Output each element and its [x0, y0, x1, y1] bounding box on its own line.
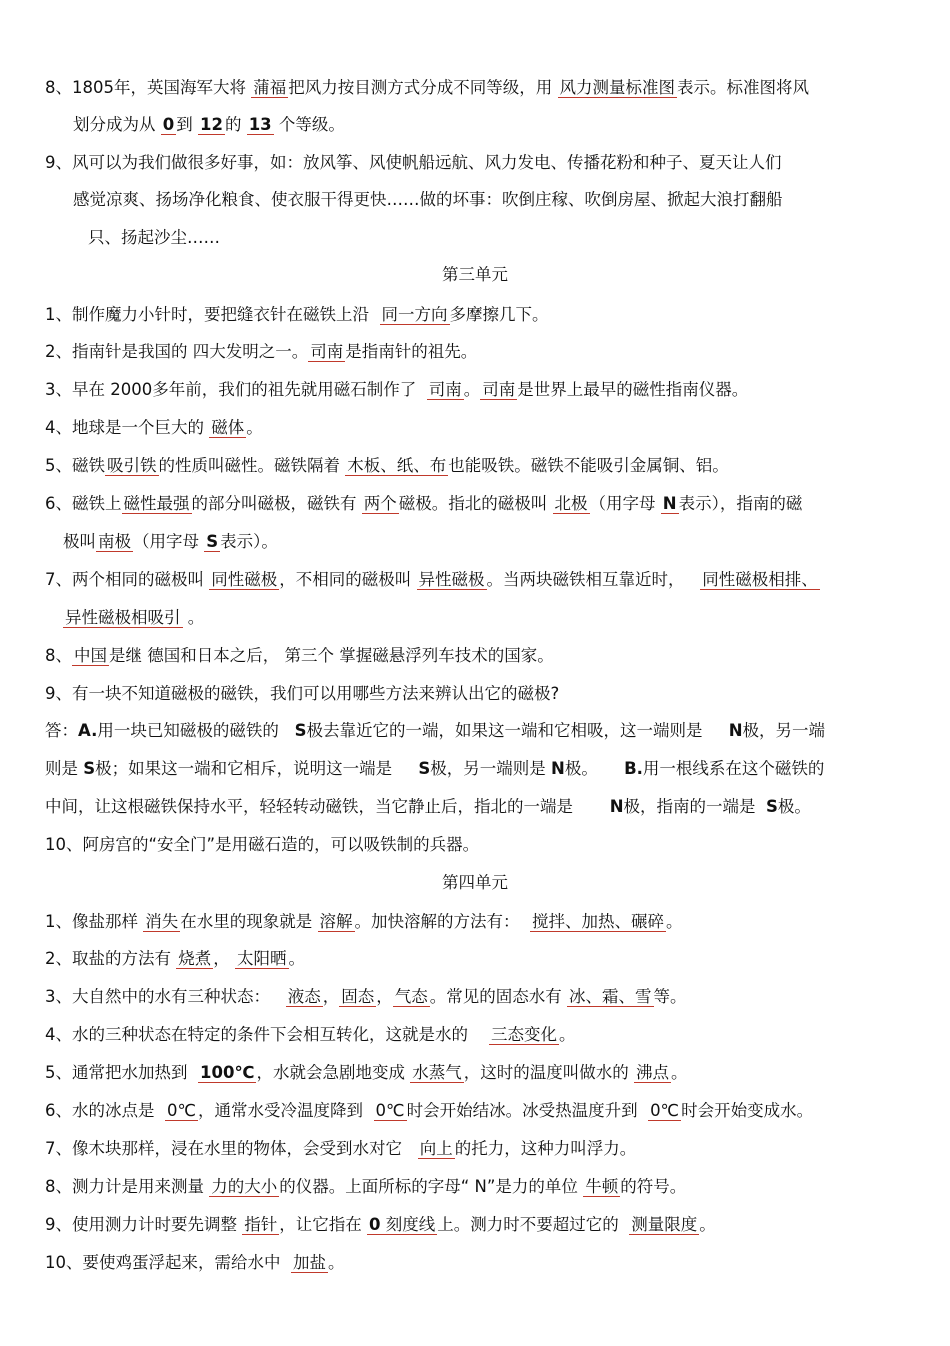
text: 极去靠近它的一端，如果这一端和它相吸，这一端则是	[306, 721, 703, 740]
item-number: 9、	[45, 1215, 72, 1234]
text: 表示），指南的磁	[678, 494, 803, 513]
text: ，这时的温度叫做水的	[463, 1063, 629, 1082]
item-9-line-1	[45, 153, 782, 173]
text: 大自然中的水有三种状态：	[72, 987, 270, 1006]
text: 到	[176, 115, 193, 134]
method-label: B.	[624, 759, 643, 778]
unit4-item-1	[45, 912, 683, 932]
answer-blank: 搅拌、加热、碾碎	[532, 912, 664, 931]
text: 1805年，英国海军大将	[72, 78, 246, 97]
item-number: 7、	[45, 1139, 72, 1158]
pole-letter: S	[83, 759, 96, 778]
text: （用字母	[589, 494, 656, 513]
unit4-item-6	[45, 1101, 813, 1121]
answer-blank: 力的大小	[211, 1177, 278, 1196]
text: 地球是一个巨大的	[72, 418, 204, 437]
text: 也能吸铁。磁铁不能吸引金属铜、铝。	[448, 456, 729, 475]
text: 时会开始变成水。	[681, 1101, 814, 1120]
answer-blank: 司南	[482, 380, 516, 399]
item-number: 10、	[45, 1253, 83, 1272]
answer-blank: 12	[199, 115, 223, 134]
answer-blank: 磁体	[211, 418, 245, 437]
answer-blank: 0	[162, 115, 175, 134]
answer-blank: 冰、霜、雪	[569, 987, 652, 1006]
answer-line-2	[45, 759, 824, 779]
answer-blank: 消失	[145, 912, 179, 931]
text: 用一块已知磁极的磁铁的	[97, 721, 279, 740]
item-number: 8、	[45, 78, 72, 97]
item-number: 8、	[45, 646, 72, 665]
answer-blank: 测量限度	[631, 1215, 698, 1234]
item-number: 6、	[45, 1101, 72, 1120]
answer-blank: 三态变化	[490, 1025, 557, 1044]
unit4-item-9	[45, 1215, 716, 1235]
answer-blank: 北极	[554, 494, 588, 513]
text: 使用测力计时要先调整	[72, 1215, 237, 1234]
text: 中间，让这根磁铁保持水平，轻轻转动磁铁，当它静止后，指北的一端是	[45, 797, 573, 816]
answer-text: 四大发明之一	[192, 342, 292, 361]
answer-blank: N	[662, 494, 677, 513]
text: 表示。标准图将风	[677, 78, 809, 97]
text: 的部分叫磁极，磁铁有	[191, 494, 357, 513]
text: 。	[187, 608, 205, 627]
text: 取盐的方法有	[72, 949, 171, 968]
text: 制作魔力小针时，要把缝衣针在磁铁上沿	[72, 305, 369, 324]
text: 等。	[653, 987, 687, 1006]
text: ，不相同的磁极叫	[279, 570, 412, 589]
text: 划分成为从	[73, 115, 156, 134]
text: 阿房宫的“安全门”是用磁石造的，可以吸铁制的兵器。	[82, 835, 480, 854]
text: 测力计是用来测量	[72, 1177, 204, 1196]
item-number: 5、	[45, 456, 72, 475]
text: 个等级。	[278, 115, 345, 134]
item-number: 2、	[45, 949, 72, 968]
unit3-item-4	[45, 418, 263, 438]
text: 的托力，这种力叫浮力。	[454, 1139, 637, 1158]
text: 。当两块磁铁相互靠近时，	[486, 570, 685, 589]
text: 把风力按目测方式分成不同等级，用	[288, 78, 553, 97]
answer-blank: S	[206, 532, 219, 551]
answer-blank: 0℃	[167, 1101, 197, 1120]
answer-label: 答：	[45, 721, 78, 740]
pole-letter: N	[728, 721, 743, 740]
text: 极；如果这一端和它相斥，说明这一端是	[95, 759, 393, 778]
text: 指南针是我国的	[72, 342, 188, 361]
text: 。	[558, 1025, 576, 1044]
answer-blank: 司南	[310, 342, 344, 361]
item-number: 4、	[45, 1025, 72, 1044]
text: 水的冰点是	[72, 1101, 155, 1120]
answer-blank: 同性磁极相排、	[702, 570, 818, 589]
text: 。	[666, 912, 683, 931]
answer-blank: 司南	[428, 380, 462, 399]
item-number: 1、	[45, 305, 72, 324]
pole-letter: N	[551, 759, 565, 778]
answer-blank: 沸点	[635, 1063, 669, 1082]
text: 磁极。指北的磁极叫	[398, 494, 548, 513]
answer-blank: 液态	[287, 987, 321, 1006]
item-number: 1、	[45, 912, 72, 931]
text: 。	[246, 418, 263, 437]
text: ，	[213, 949, 230, 968]
answer-blank: 0℃	[650, 1101, 680, 1120]
answer-blank: 100℃	[200, 1063, 255, 1082]
answer-blank: 异性磁极相吸引	[65, 608, 181, 627]
text: 的符号。	[620, 1177, 687, 1196]
item-number: 5、	[45, 1063, 72, 1082]
text: 用一根线系在这个磁铁的	[642, 759, 825, 778]
answer-blank: 加盐	[293, 1253, 326, 1272]
text: 。	[291, 342, 309, 361]
text: 极，另一端则是	[430, 759, 546, 778]
text: ，让它指在	[279, 1215, 362, 1234]
text: 。	[670, 1063, 688, 1082]
answer-blank: 气态	[394, 987, 428, 1006]
answer-blank: 溶解	[319, 912, 353, 931]
unit4-item-8	[45, 1177, 686, 1197]
text: 时会开始结冰。冰受热温度升到	[406, 1101, 638, 1120]
text: 极，指南的一端是	[623, 797, 756, 816]
unit3-item-8	[45, 646, 554, 666]
unit3-item-2	[45, 342, 477, 362]
text: ，	[376, 987, 393, 1006]
text: 通常把水加热到	[72, 1063, 188, 1082]
item-8-line-2	[73, 115, 345, 135]
answer-blank: 太阳晒	[237, 949, 287, 968]
answer-blank: 两个	[363, 494, 397, 513]
text: 。	[463, 380, 481, 399]
unit3-item-9	[45, 684, 559, 704]
answer-blank: 0	[369, 1215, 381, 1234]
pole-letter: N	[609, 797, 624, 816]
answer-blank: 风力测量标准图	[559, 78, 675, 97]
item-number: 7、	[45, 570, 72, 589]
pole-letter: S	[766, 797, 778, 816]
answer-blank: 13	[248, 115, 272, 134]
unit-3-title: 第三单元	[442, 265, 508, 284]
item-9-line-2: 感觉凉爽、扬场净化粮食、使衣服干得更快……做的坏事：吹倒庄稼、吹倒房屋、掀起大浪打翻船	[73, 190, 783, 209]
text: 磁铁	[72, 456, 105, 475]
answer-blank: 蒲福	[253, 78, 287, 97]
unit-4-title: 第四单元	[442, 873, 508, 892]
text: 极，另一端	[742, 721, 826, 740]
text: 磁铁上	[72, 494, 122, 513]
unit3-item-7-line-1	[45, 570, 820, 590]
text: 的	[224, 115, 242, 134]
unit4-item-5	[45, 1063, 687, 1083]
answer-blank: 异性磁极	[418, 570, 485, 589]
item-number: 6、	[45, 494, 72, 513]
text: ，	[322, 987, 340, 1006]
unit4-item-2	[45, 949, 305, 969]
pole-letter: S	[418, 759, 431, 778]
item-number: 9、	[45, 153, 72, 172]
text: 表示）。	[220, 532, 278, 551]
unit3-item-3	[45, 380, 748, 400]
item-9-line-3: 只、扬起沙尘……	[88, 228, 220, 247]
text: 像盐那样	[72, 912, 138, 931]
pole-letter: S	[294, 721, 307, 740]
text: 。加快溶解的方法有：	[354, 912, 520, 931]
answer-blank-text: 刻度线	[385, 1215, 436, 1234]
answer-blank: 向上	[419, 1139, 453, 1158]
answer-blank: 吸引铁	[107, 456, 157, 475]
text: 水的三种状态在特定的条件下会相互转化，这就是水的	[72, 1025, 468, 1044]
text: ，通常水受冷温度降到	[198, 1101, 364, 1120]
item-number: 3、	[45, 380, 72, 399]
text: 。	[288, 949, 305, 968]
answer-blank: 指针	[244, 1215, 278, 1234]
text: 是继 德国和日本之后， 第三个 掌握磁悬浮列车技术的国家。	[109, 646, 554, 665]
answer-line-3	[45, 797, 811, 817]
text: 风可以为我们做很多好事，如：放风筝、风使帆船远航、风力发电、传播花粉和种子、夏天让人们	[72, 153, 782, 172]
answer-blank: 牛顿	[585, 1177, 619, 1196]
text: 要使鸡蛋浮起来，需给水中	[82, 1253, 281, 1272]
text: 。	[699, 1215, 716, 1234]
unit3-item-7-line-2	[63, 608, 204, 628]
unit4-item-7	[45, 1139, 636, 1159]
text: 的仪器。上面所标的字母“ N”是力的单位	[279, 1177, 578, 1196]
text: 极。	[777, 797, 811, 816]
unit4-item-3	[45, 987, 687, 1007]
method-label: A.	[78, 721, 98, 740]
item-number: 3、	[45, 987, 72, 1006]
unit3-item-10	[45, 835, 479, 855]
text: 的性质叫磁性。磁铁隔着	[158, 456, 340, 475]
unit4-item-10	[45, 1253, 345, 1273]
answer-blank: 南极	[98, 532, 131, 551]
answer-blank: 0℃	[375, 1101, 405, 1120]
text: 是指南针的祖先。	[345, 342, 478, 361]
item-number: 10、	[45, 835, 83, 854]
text: 上。测力时不要超过它的	[437, 1215, 619, 1234]
item-number: 9、	[45, 684, 72, 703]
text: 则是	[45, 759, 78, 778]
text: 两个相同的磁极叫	[72, 570, 204, 589]
answer-blank: 中国	[74, 646, 107, 665]
text: ，水就会急剧地变成	[256, 1063, 405, 1082]
answer-blank: 固态	[341, 987, 375, 1006]
item-number: 8、	[45, 1177, 72, 1196]
text: 在水里的现象就是	[180, 912, 313, 931]
answer-blank: 同性磁极	[211, 570, 278, 589]
unit3-item-5	[45, 456, 729, 476]
item-number: 2、	[45, 342, 72, 361]
text: 。	[328, 1253, 345, 1272]
answer-line-1	[45, 721, 825, 741]
item-8-line-1	[45, 78, 809, 98]
text: 像木块那样，浸在水里的物体，会受到水对它	[72, 1139, 402, 1158]
text: 早在 2000多年前，我们的祖先就用磁石制作了	[72, 380, 417, 399]
text: 有一块不知道磁极的磁铁，我们可以用哪些方法来辨认出它的磁极?	[72, 684, 560, 703]
text: 。常见的固态水有	[429, 987, 562, 1006]
text: 多摩擦几下。	[449, 305, 549, 324]
text: 极。	[564, 759, 598, 778]
unit3-item-6-line-2	[63, 532, 278, 552]
text: 极叫	[63, 532, 96, 551]
item-number: 4、	[45, 418, 72, 437]
text: （用字母	[133, 532, 199, 551]
answer-blank: 水蒸气	[412, 1063, 462, 1082]
answer-blank: 烧煮	[178, 949, 212, 968]
answer-blank: 同一方向	[381, 305, 448, 324]
answer-blank: 磁性最强	[123, 494, 190, 513]
unit3-item-1	[45, 305, 549, 325]
unit4-item-4	[45, 1025, 575, 1045]
answer-blank: 木板、纸、布	[347, 456, 447, 475]
text: 是世界上最早的磁性指南仪器。	[517, 380, 749, 399]
unit3-item-6-line-1	[45, 494, 802, 514]
